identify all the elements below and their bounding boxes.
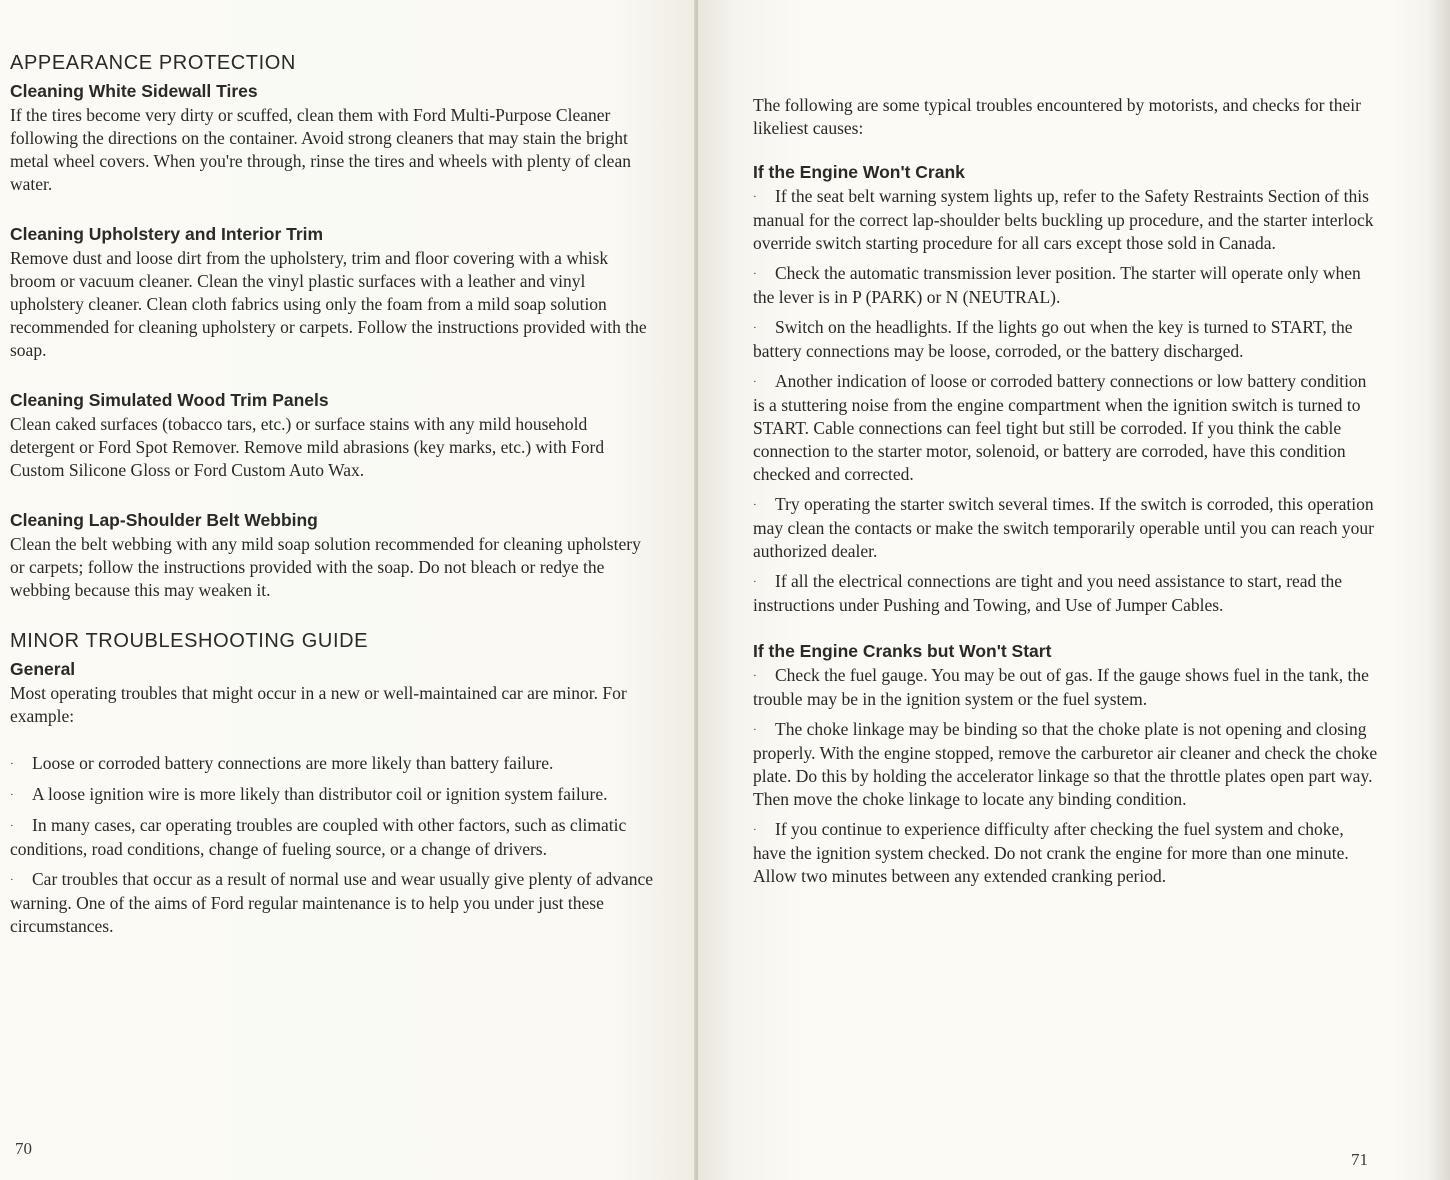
list-item: · A loose ignition wire is more likely than distributor coil or ignition system failure. (10, 783, 656, 807)
section-title: If the Engine Cranks but Won't Start (753, 641, 1052, 661)
section-wood-trim (10, 390, 656, 482)
list-item: · Try operating the starter switch several times. If the switch is corroded, this operation may clean the contacts or make the switch temporarily operable until you can reach your authorized dealer. (753, 494, 1375, 561)
section-upholstery (10, 224, 656, 362)
section-title: If the Engine Won't Crank (753, 162, 965, 182)
list-item: · In many cases, car operating troubles are coupled with other factors, such as climatic conditions, road conditions, change of fueling source, or a change of drivers. (10, 815, 627, 859)
bullet-icon: · (753, 576, 757, 588)
troubleshooting-heading: MINOR TROUBLESHOOTING GUIDE (10, 630, 369, 652)
list-item: · Car troubles that occur as a result of normal use and wear usually give plenty of advance warning. One of the aims of Ford regular maintenance is to help you under just these circumstances. (10, 869, 654, 936)
bullet-icon: · (753, 670, 757, 682)
bullet-icon: · (10, 758, 14, 770)
list-item: · Loose or corroded battery connections are more likely than battery failure. (10, 752, 656, 776)
right-page (698, 0, 1450, 1180)
general-subheading: General (10, 659, 76, 679)
bullet-icon: · (10, 874, 14, 886)
troubleshooting-guide (10, 630, 656, 938)
list-item: · If you continue to experience difficulty after checking the fuel system and choke, have the ignition system checked. Do not crank the engine for more than one minute. Allow two minutes between any extended cranking period. (753, 819, 1349, 886)
section-title: Cleaning White Sidewall Tires (10, 81, 258, 101)
bullet-icon: · (753, 322, 757, 334)
section-engine-cranks-wont-start (753, 641, 1380, 888)
appearance-heading: APPEARANCE PROTECTION (10, 52, 296, 74)
list-item: · Check the automatic transmission lever position. The starter will operate only when the lever is in P (PARK) or N (NEUTRAL). (753, 263, 1361, 307)
bullet-icon: · (753, 499, 757, 511)
section-title: Cleaning Upholstery and Interior Trim (10, 224, 324, 244)
list-item: · The choke linkage may be binding so that the choke plate is not opening and closing properly. With the engine stopped, remove the carburetor air cleaner and check the choke plate. Do this by holding the accelerator linkage so that the throttle plates open part way. Then move the choke linkage to locate any binding condition. (753, 719, 1378, 809)
bullet-icon: · (10, 789, 14, 801)
section-body: Remove dust and loose dirt from the upholstery, trim and floor covering with a whisk broom or vacuum cleaner. Clean the vinyl plastic surfaces with a leather and vinyl upholstery cleaner. Clean cloth fabrics using only the foam from a mild soap solution recommended for cleaning upholstery or carpets. Follow the instructions provided with the soap. (10, 248, 647, 360)
bullet-icon: · (753, 824, 757, 836)
list-item: · If the seat belt warning system lights up, refer to the Safety Restraints Section of this manual for the correct lap-shoulder belts buckling up procedure, and the starter interlock override switch starting procedure for all cars except those sold in Canada. (753, 186, 1374, 253)
section-engine-wont-crank (753, 162, 1380, 617)
page-edge (1428, 0, 1450, 1180)
section-title: Cleaning Simulated Wood Trim Panels (10, 390, 329, 410)
page-number-right: 71 (1351, 1150, 1368, 1169)
right-intro: The following are some typical troubles encountered by motorists, and checks for their likeliest causes: (753, 95, 1361, 138)
bullet-icon: · (753, 724, 757, 736)
page-number-left: 70 (15, 1139, 32, 1158)
section-body: If the tires become very dirty or scuffed, clean them with Ford Multi-Purpose Cleaner following the directions on the container. Avoid strong cleaners that may stain the bright metal wheel covers. When you're through, rinse the tires and wheels with plenty of clean water. (10, 105, 631, 194)
bullet-icon: · (753, 376, 757, 388)
list-item: · If all the electrical connections are tight and you need assistance to start, read the instructions under Pushing and Towing, and Use of Jumper Cables. (753, 571, 1343, 615)
bullet-icon: · (10, 820, 14, 832)
bullet-icon: · (753, 191, 757, 203)
section-belt-webbing (10, 510, 656, 602)
bullet-icon: · (753, 268, 757, 280)
section-body: Clean caked surfaces (tobacco tars, etc.) or surface stains with any mild household detergent or Ford Spot Remover. Remove mild abrasions (key marks, etc.) with Ford Custom Silicone Gloss or Ford Custom Auto Wax. (10, 414, 605, 480)
section-title: Cleaning Lap-Shoulder Belt Webbing (10, 510, 318, 530)
section-sidewall-tires (10, 81, 656, 196)
list-item: · Check the fuel gauge. You may be out of gas. If the gauge shows fuel in the tank, the trouble may be in the ignition system or the fuel system. (753, 665, 1369, 709)
list-item: · Another indication of loose or corroded battery connections or low battery condition is a stuttering noise from the engine compartment when the ignition switch is turned to START. Cable connections can feel tight but still be corroded. If you think the cable connection to the starter motor, solenoid, or battery are corroded, have this condition checked and corrected. (753, 371, 1367, 484)
list-item: · Switch on the headlights. If the lights go out when the key is turned to START, the battery connections may be loose, corroded, or the battery discharged. (753, 317, 1353, 361)
left-page (0, 0, 696, 1180)
section-body: Clean the belt webbing with any mild soap solution recommended for cleaning upholstery or carpets; follow the instructions provided with the soap. Do not bleach or redye the webbing because this may weaken it. (10, 534, 641, 600)
general-intro: Most operating troubles that might occur in a new or well-maintained car are minor. For example: (10, 683, 627, 726)
